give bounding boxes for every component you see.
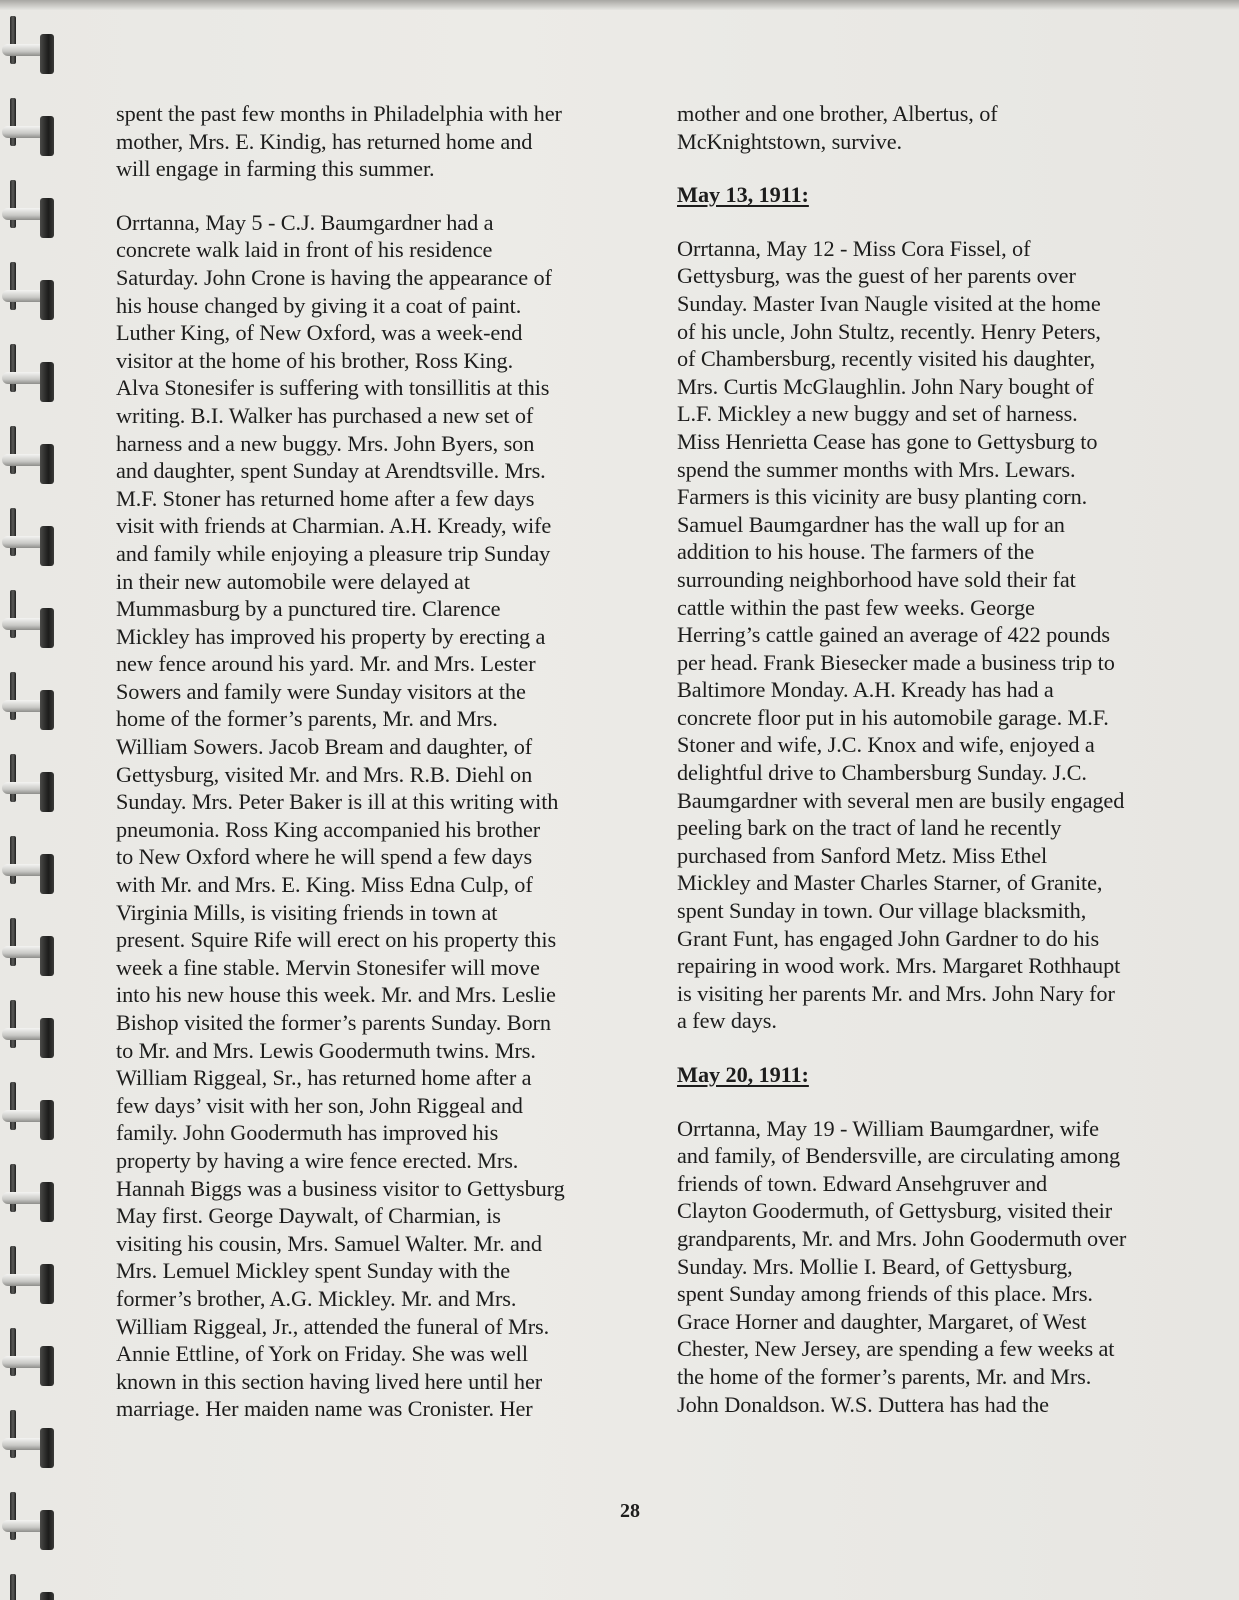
left-paragraph-2: Orrtanna, May 5 - C.J. Baumgardner had a concrete walk laid in front of his residence Saturday. John Crone is having the appearance of his house changed by giving it a coat of paint. Luther King, of New Oxford, was a week-end visitor at the home of his brother, Ross King. Alva Stonesifer is suffering with tonsillitis at this writing. B.I. Walker has purchased a new set of harness and a new buggy. Mrs. John Byers, son and daughter, spent Sunday at Arendtsville. Mrs. M.F. Stoner has returned home after a few days visit with friends at Charmian. A.H. Kready, wife and family while enjoying a pleasure trip Sunday in their new automobile were delayed at Mummasburg by a punctured tire. Clarence Mickley has improved his property by erecting a new fence around his yard. Mr. and Mrs. Lester Sowers and family were Sunday visitors at the home of the former’s parents, Mr. and Mrs. William Sowers. Jacob Bream and daughter, of Gettysburg, visited Mr. and Mrs. R.B. Diehl on Sunday. Mrs. Peter Baker is ill at this writing with pneumonia. Ross King accompanied his brother to New Oxford where he will spend a few days with Mr. and Mrs. E. King. Miss Edna Culp, of Virginia Mills, is visiting friends in town at present. Squire Rife will erect on his property this week a fine stable. Mervin Stonesifer will move into his new house this week. Mr. and Mrs. Leslie Bishop visited the former’s parents Sunday. Born to Mr. and Mrs. Lewis Goodermuth twins. Mrs. William Riggeal, Sr., has returned home after a few days’ visit with her son, John Riggeal and family. John Goodermuth has improved his property by having a wire fence erected. Mrs. Hannah Biggs was a business visitor to Gettysburg May first. George Daywalt, of Charmian, is visiting his cousin, Mrs. Samuel Walter. Mr. and Mrs. Lemuel Mickley spent Sunday with the former’s brother, A.G. Mickley. Mr. and Mrs. William Riggeal, Jr., attended the funeral of Mrs. Annie Ettline, of York on Friday. She was well known in this section having lived here until her marriage. Her maiden name was Cronister. Her [116,209,565,1422]
date-heading-may-13: May 13, 1911: [677,182,809,208]
spiral-ring [0,1260,62,1304]
spiral-binding [0,0,70,1600]
right-paragraph-2: Orrtanna, May 12 - Miss Cora Fissel, of Gettysburg, was the guest of her parents over Sunday. Master Ivan Naugle visited at the home of his uncle, John Stultz, recently. Henry Peters, of Chambersburg, recently visited his daughter, Mrs. Curtis McGlaughlin. John Nary bought of L.F. Mickley a new buggy and set of harness. Miss Henrietta Cease has gone to Gettysburg to spend the summer months with Mrs. Lewars. Farmers is this vicinity are busy planting corn. Samuel Baumgardner has the wall up for an addition to his house. The farmers of the surrounding neighborhood have sold their fat cattle within the past few weeks. George Herring’s cattle gained an average of 422 pounds per head. Frank Biesecker made a business trip to Baltimore Monday. A.H. Kready has had a concrete floor put in his automobile garage. M.F. Stoner and wife, J.C. Knox and wife, enjoyed a delightful drive to Chambersburg Sunday. J.C. Baumgardner with several men are busily engaged peeling bark on the tract of land he recently purchased from Sanford Metz. Miss Ethel Mickley and Master Charles Starner, of Granite, spent Sunday in town. Our village blacksmith, Grant Funt, has engaged John Gardner to do his repairing in wood work. Mrs. Margaret Rothhaupt is visiting her parents Mr. and Mrs. John Nary for a few days. [677,235,1125,1034]
spiral-ring [0,1342,62,1386]
page-top-shadow [0,0,1239,10]
spiral-ring [0,1506,62,1550]
spiral-ring [0,1096,62,1140]
spiral-ring [0,768,62,812]
spiral-ring [0,522,62,566]
spiral-ring [0,276,62,320]
right-paragraph-3: Orrtanna, May 19 - William Baumgardner, wife and family, of Bendersville, are circulating among friends of town. Edward Ansehgruver and Clayton Goodermuth, of Gettysburg, visited their grandparents, Mr. and Mrs. John Goodermuth over Sunday. Mrs. Mollie I. Beard, of Gettysburg, spent Sunday among friends of this place. Mrs. Grace Horner and daughter, Margaret, of West Chester, New Jersey, are spending a few weeks at the home of the former’s parents, Mr. and Mrs. John Donaldson. W.S. Duttera has had the [677,1115,1127,1417]
right-column [677,100,1167,1418]
spiral-ring [0,358,62,402]
page-number: 28 [620,1500,640,1522]
spiral-ring [0,30,62,74]
spiral-ring [0,850,62,894]
spiral-ring [0,112,62,156]
left-column [116,100,616,1423]
spiral-ring [0,1588,62,1600]
spiral-ring [0,1424,62,1468]
left-paragraph-1: spent the past few months in Philadelphia with her mother, Mrs. E. Kindig, has returned home and will engage in farming this summer. [116,101,562,182]
right-paragraph-1: mother and one brother, Albertus, of McKnightstown, survive. [677,101,998,154]
spiral-ring [0,1014,62,1058]
spiral-ring [0,932,62,976]
spiral-ring [0,440,62,484]
spiral-ring [0,686,62,730]
spiral-ring [0,1178,62,1222]
spiral-ring [0,194,62,238]
spiral-ring [0,604,62,648]
date-heading-may-20: May 20, 1911: [677,1062,809,1087]
